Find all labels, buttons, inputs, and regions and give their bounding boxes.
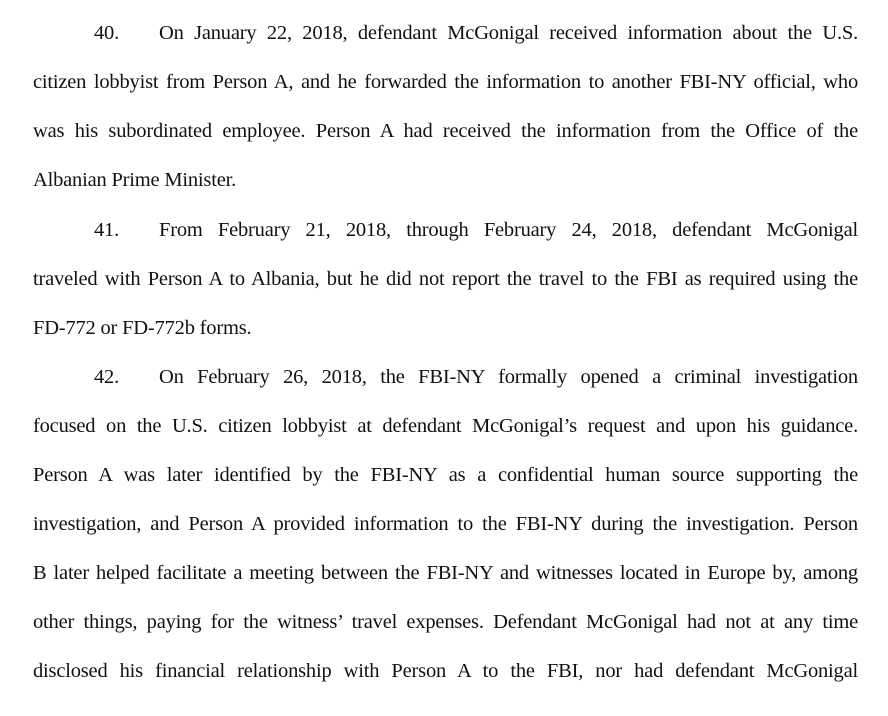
paragraph-text: On January 22, 2018, defendant McGonigal received information about the U.S. — [159, 22, 858, 44]
paragraph-40-line-2: citizen lobbyist from Person A, and he forwarded the information to another FBI-NY official, who — [33, 71, 858, 93]
paragraph-42-line-1 — [94, 364, 858, 390]
paragraph-40-line-4: Albanian Prime Minister. — [33, 169, 237, 191]
paragraph-42-line-4: investigation, and Person A provided information to the FBI-NY during the investigation. Person — [33, 513, 858, 535]
paragraph-41-line-3: FD-772 or FD-772b forms. — [33, 317, 252, 339]
paragraph-40-line-3: was his subordinated employee. Person A had received the information from the Office of the — [33, 120, 858, 142]
paragraph-41-line-1 — [94, 217, 858, 243]
paragraph-42-line-2: focused on the U.S. citizen lobbyist at defendant McGonigal’s request and upon his guidance. — [33, 415, 858, 437]
paragraph-42-line-5: B later helped facilitate a meeting between the FBI-NY and witnesses located in Europe by, among — [33, 562, 858, 584]
paragraph-42-line-3: Person A was later identified by the FBI-NY as a confidential human source supporting the — [33, 464, 858, 486]
paragraph-number: 42. — [94, 366, 120, 388]
paragraph-text: From February 21, 2018, through February 24, 2018, defendant McGonigal — [159, 219, 858, 241]
paragraph-42-line-6: other things, paying for the witness’ travel expenses. Defendant McGonigal had not at any time — [33, 611, 858, 633]
paragraph-42-line-7: disclosed his financial relationship with Person A to the FBI, nor had defendant McGonigal — [33, 660, 858, 682]
paragraph-40-line-1 — [94, 20, 858, 46]
paragraph-number: 41. — [94, 219, 120, 241]
paragraph-text: On February 26, 2018, the FBI-NY formally opened a criminal investigation — [159, 366, 858, 388]
paragraph-41-line-2: traveled with Person A to Albania, but he did not report the travel to the FBI as required using the — [33, 268, 858, 290]
paragraph-number: 40. — [94, 22, 120, 44]
